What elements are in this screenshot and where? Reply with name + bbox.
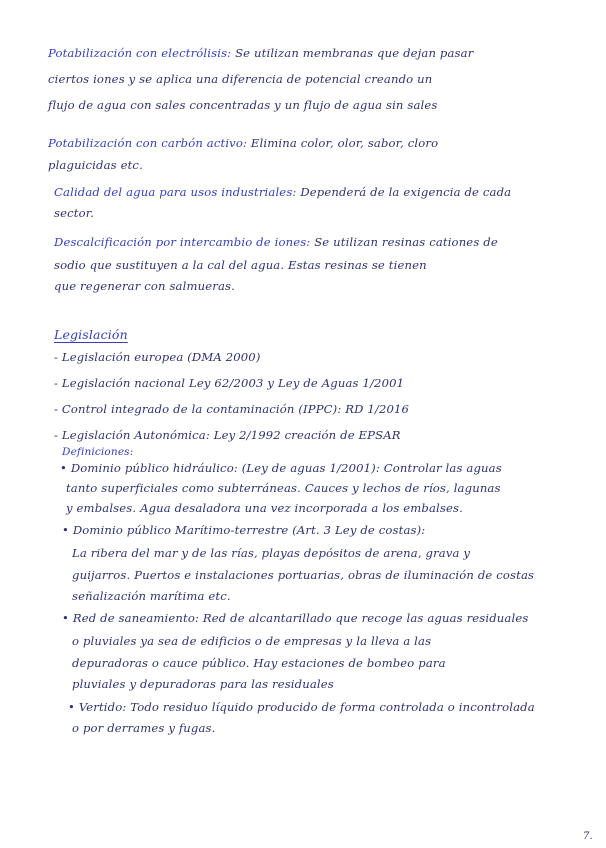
- legislacion-item-3: - Control integrado de la contaminación (IPPC): RD 1/2016: [54, 402, 410, 416]
- calidad-line-2: sector.: [54, 206, 94, 220]
- electrolisis-line-3: flujo de agua con sales concentradas y un flujo de agua sin sales: [48, 98, 438, 112]
- carbon-line-1: [48, 136, 438, 150]
- descalcificacion-line-2: sodio que sustituyen a la cal del agua. Estas resinas se tienen: [54, 258, 427, 272]
- descalcificacion-heading: Descalcificación por intercambio de iones:: [54, 235, 311, 249]
- dpmt-line-4: señalización marítima etc.: [72, 589, 231, 603]
- calidad-text: Dependerá de la exigencia de cada: [300, 185, 512, 199]
- dpmt-line-3: guijarros. Puertos e instalaciones portuarias, obras de iluminación de costas: [72, 568, 535, 582]
- calidad-heading: Calidad del agua para usos industriales:: [54, 185, 297, 199]
- descalcificacion-line-3: que regenerar con salmueras.: [54, 279, 235, 293]
- legislacion-item-2: - Legislación nacional Ley 62/2003 y Ley de Aguas 1/2001: [54, 376, 405, 390]
- legislacion-title: Legislación: [54, 327, 128, 342]
- dph-line-3: y embalses. Agua desaladora una vez incorporada a los embalses.: [66, 501, 463, 515]
- descalcificacion-line-1: [54, 235, 498, 249]
- electrolisis-line-2: ciertos iones y se aplica una diferencia de potencial creando un: [48, 72, 433, 86]
- dpmt-line-2: La ribera del mar y de las rías, playas depósitos de arena, grava y: [72, 546, 471, 560]
- carbon-line-2: plaguicidas etc.: [48, 158, 143, 172]
- page-number: 7.: [583, 831, 593, 842]
- legislacion-item-4: - Legislación Autonómica: Ley 2/1992 creación de EPSAR: [54, 428, 401, 442]
- carbon-heading: Potabilización con carbón activo:: [48, 136, 248, 150]
- definiciones-title: Definiciones:: [62, 446, 134, 458]
- saneamiento-line-4: pluviales y depuradoras para las residuales: [72, 677, 334, 691]
- electrolisis-line-1: [48, 46, 473, 60]
- vertido-line-1: • Vertido: Todo residuo líquido producido de forma controlada o incontrolada: [68, 700, 535, 714]
- legislacion-item-1: - Legislación europea (DMA 2000): [54, 350, 261, 364]
- saneamiento-line-1: • Red de saneamiento: Red de alcantarillado que recoge las aguas residuales: [62, 611, 529, 625]
- calidad-line-1: [54, 185, 511, 199]
- carbon-text: Elimina color, olor, sabor, cloro: [250, 136, 439, 150]
- dpmt-line-1: • Dominio público Marítimo-terrestre (Art. 3 Ley de costas):: [62, 523, 426, 537]
- electrolisis-heading: Potabilización con electrólisis:: [48, 46, 232, 60]
- dph-line-1: • Dominio público hidráulico: (Ley de aguas 1/2001): Controlar las aguas: [60, 461, 502, 475]
- vertido-line-2: o por derrames y fugas.: [72, 721, 216, 735]
- descalcificacion-text: Se utilizan resinas cationes de: [314, 235, 498, 249]
- saneamiento-line-2: o pluviales ya sea de edificios o de empresas y la lleva a las: [72, 634, 432, 648]
- saneamiento-line-3: depuradoras o cauce público. Hay estaciones de bombeo para: [72, 656, 446, 670]
- dph-line-2: tanto superficiales como subterráneas. Cauces y lechos de ríos, lagunas: [66, 481, 501, 495]
- electrolisis-text: Se utilizan membranas que dejan pasar: [235, 46, 474, 60]
